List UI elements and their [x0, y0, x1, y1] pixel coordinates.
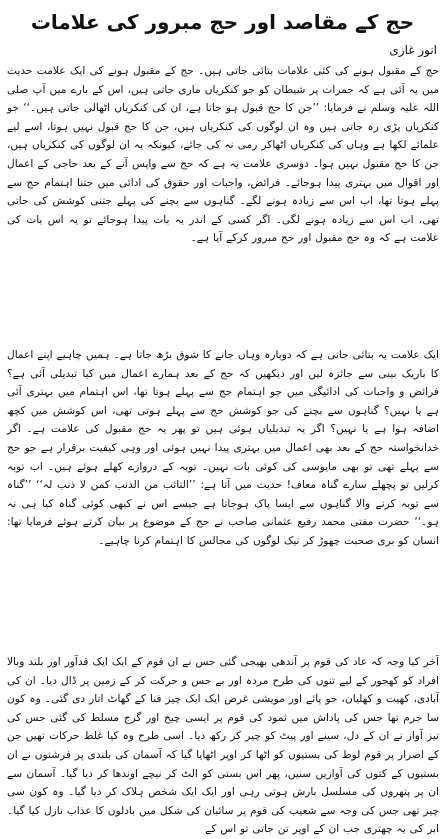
author-byline: انور غازی [389, 43, 437, 57]
article-title: حج کے مقاصد اور حج مبرور کی علامات [30, 10, 415, 34]
article-paragraph: حج کے مقبول ہونے کی کئی علامات بتائی جاتی ہیں۔ حج کے مقبول ہونے کی ایک علامت حدیث میں یہ آئی ہے کہ جمرات پر شیطان کو جو کنکریاں ماری جاتی ہیں، اس کے بارے میں آپ صلی اللہ علیہ وسلم نے فرمایا: ’’جن کا حج قبول ہو جاتا ہے، ان کی کنکریاں اٹھالی جاتی ہیں۔‘‘ جو کنکریاں پڑی رہ جاتی ہیں وہ ان لوگوں کی کنکریاں ہیں، جن کا حج قبول نہیں ہوتا، اسے لیے علمائے لکھا ہے وہاں کی کنکریاں اٹھاکر رمی نہ کی جائے، کیونکہ یہ ان لوگوں کی کنکریاں ہیں، جن کا حج مقبول نہیں ہوا۔ دوسری علامت یہ ہے کہ حج سے واپس آنے کے بعد حاجی کے اعمال اور اقوال میں بہتری پیدا ہوجائے۔ فرائض، واجبات اور حقوق کی ادائی میں جتنا اہتمام حج سے پہلے ہوتا تھا، اب اس سے زیادہ ہونے لگے۔ گناہوں سے بچنے کی پہلے جتنی کوشش کی جاتی تھی، اب اس سے زیادہ ہونے لگی۔ اگر کسی کے اندر یہ بات پیدا ہوجائے تو یہ اس بات کی علامت ہے کہ وہ حج مقبول اور حج مبرور کرکے آیا ہے۔ [7, 65, 439, 245]
article-paragraph: ایک علامت یہ بتائی جاتی ہے کہ دوبارہ وہاں جانے کا شوق بڑھ جاتا ہے۔ ہمیں چاہیے اپنے اعمال کا باریک بینی سے جائزہ لیں اور دیکھیں کہ حج کے بعد ہمارے اعمال میں کیا تبدیلی آئی ہے؟ فرائض و واجبات کی ادائیگی میں جو اہتمام حج سے پہلے ہوتا تھا، اس اہتمام میں بہتری آئی ہے یا نہیں؟ گناہوں سے بچنے کی جو کوشش حج سے پہلے ہوتی تھی، اس کوشش میں کچھ اضافہ ہوا ہے یا نہیں؟ اگر یہ تبدیلیاں ہوئی ہیں تو پھر یہ حج مقبول کی علامت ہے۔ اگر خدانخواستہ حج کے بعد بھی اعمال میں بہتری پیدا نہیں ہوئی اور وہی کیفیت برقرار ہے جو حج سے پہلے تھی تو بھی مایوسی کی کوئی بات نہیں۔ توبہ کے دروازے کھلے ہوئے ہیں۔ اب توبہ کرلیں تو پچھلے سارے گناہ معاف! حدیث میں آتا ہے: ’’التائب من الذنب کمن لا ذنب لہ‘‘ ’’گناہ سے توبہ کرنے والا گناہوں سے ایسا پاک ہوجاتا ہے جیسے اس نے کبھی کوئی گناہ کیا ہی نہ ہو۔‘‘ حضرت مفتی محمد رفیع عثمانی صاحب نے حج کے موضوع پر بیان کرتے ہوئے فرمایا تھا: انسان کو بری صحبت چھوڑ کر نیک لوگوں کی مجالس کا اہتمام کرنا چاہیے۔ [7, 349, 439, 547]
article-paragraph: آخر کیا وجہ کہ عاد کی قوم پر آندھی بھیجی گئی جس نے ان قوم کے ایک ایک قدآور اور بلند وبالا افراد کو کھجور کے لیے تنوں کی طرح مردہ اور بے حس و حرکت کر کے زمین پر ڈال دیا۔ ان کی آبادی، کھیت و کھلیان، جو پائے اور مویشی غرض ایک ایک چیز فنا کے گھاٹ اتار دی گئی۔ وہ کون سا جرم تھا جس کی پاداش میں ثمود کی قوم پر ایسی چیخ اور گرج مسلط کی گئی جس کی تیز آواز نے ان کے دل، سینے اور پیٹ کو چیر کر رکھ دیا۔ اسی طرح وہ کیا غلط حرکات تھیں جن کے اصرار پر قوم لوط کی بستیوں کو اٹھا کر اوپر اٹھایا گیا کہ آسمان کی بلندی پر فرشتوں نے ان بستیوں کے کتوں کی آوازیں سنیں، پھر اس بستی کو الٹ کر نیچے اوندھا کر دیا گیا۔ آسمان سے ان پر پتھروں کی مسلسل بارش ہوتی رہی اور ایک ایک شخص ہلاک کر دیا گیا۔ وہ کون سی چیز تھی جس کی وجہ سے شعیب کی قوم پر سائبان کی شکل میں بادلوں کا عذاب نازل کیا گیا۔ ابر کی یہ چھتری جب ان کے اوپر تن جاتی تو اس کے [7, 656, 439, 836]
